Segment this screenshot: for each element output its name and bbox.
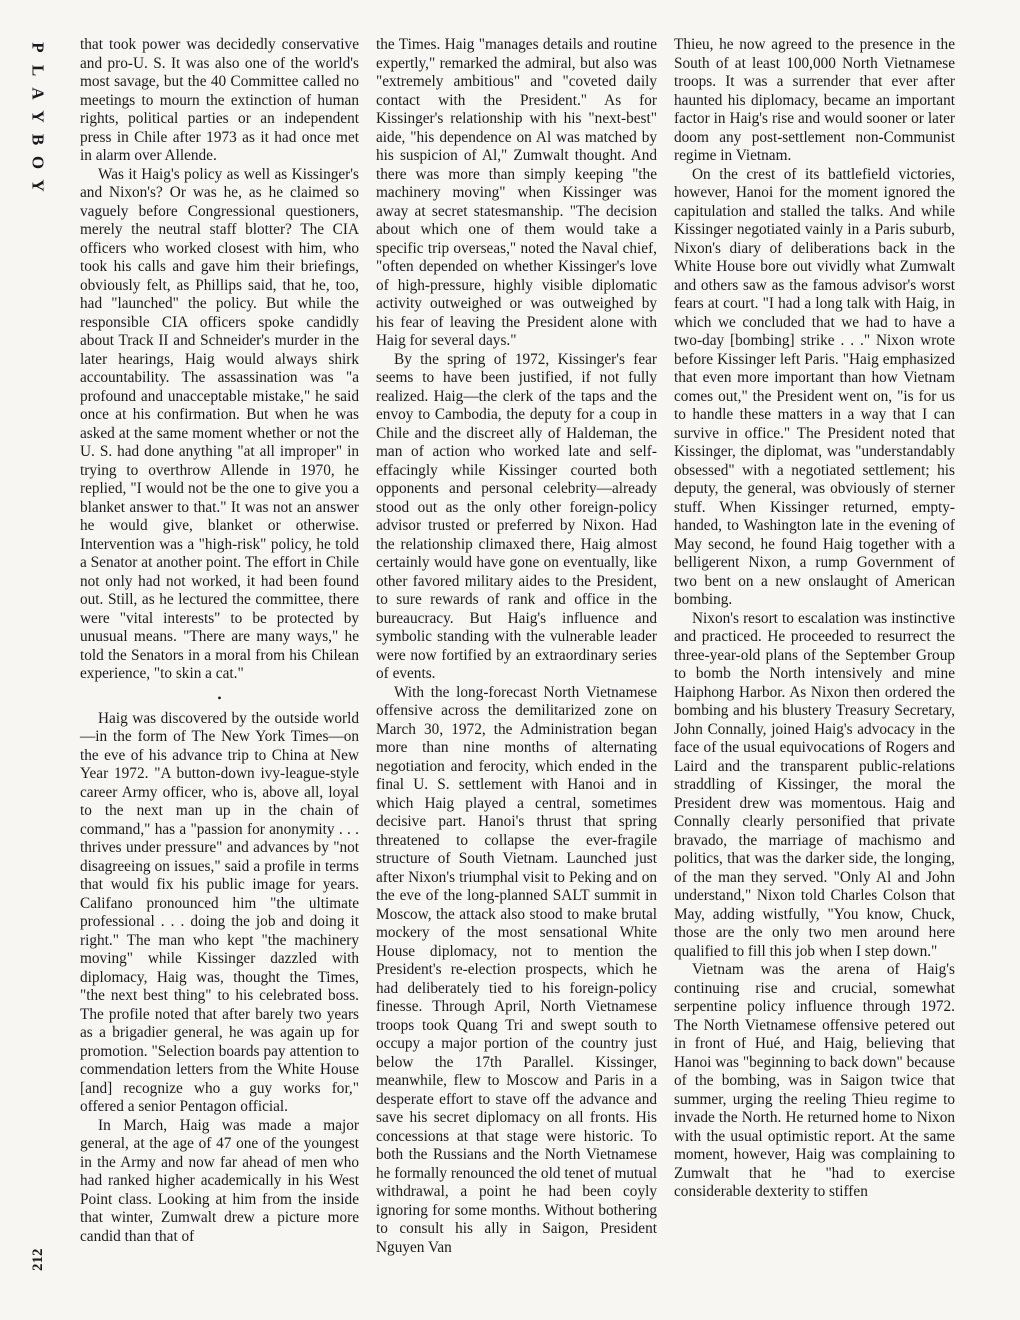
article-paragraph: In March, Haig was made a major general, at the age of 47 one of the youngest in the Army and now far ahead of men who had ranked higher academically in his West Point class. Looking at him from the inside that winter, Zumwalt drew a picture more candid than that of <box>80 1116 359 1245</box>
article-paragraph: that took power was decidedly conservative and pro-U. S. It was also one of the world's most savage, but the 40 Committee called no meetings to mourn the extinction of human rights, political parties or an independent press in Chile after 1973 as it had once met in alarm over Allende. <box>80 36 359 164</box>
masthead-playboy <box>28 36 48 197</box>
section-separator: • <box>217 690 222 705</box>
article-paragraph: Vietnam was the arena of Haig's continuing rise and crucial, somewhat serpentine policy influence through 1972. The North Vietnamese offensive petered out in front of Hué, and Haig, believing that Hanoi was "beginning to back down" because of the bombing, was in Saigon twice that summer, urging the reeling Thieu regime to invade the North. He returned home to Nixon with the usual optimistic report. At the same moment, however, Haig was complaining to Zumwalt that he "had to exercise considerable dexterity to stiffen <box>674 961 955 1200</box>
masthead-letter: P <box>28 42 48 53</box>
article-column-3 <box>674 36 955 1202</box>
masthead-letter: Y <box>28 110 48 123</box>
article-paragraph: With the long-forecast North Vietnamese offensive across the demilitarized zone on March 30, 1972, the Administration began more than nine months of alternating negotiation and ferocity, which ended in the final U. S. settlement with Hanoi and in which Haig played a central, sometimes decisive part. Hanoi's thrust that spring threatened to collapse the ever-fragile structure of South Vietnam. Launched just after Nixon's triumphal visit to Peking and on the eve of the long-planned SALT summit in Moscow, the attack also stood to make brutal mockery of the most sensational White House diplomacy, not to mention the President's re-election prospects, which he had deliberately tied to his foreign-policy finesse. Through April, North Vietnamese troops took Quang Tri and swept south to occupy a major portion of the country just below the 17th Parallel. Kissinger, meanwhile, flew to Moscow and Paris in a desperate effort to stave off the advance and save his secret diplomacy on all fronts. His concessions at that stage were historic. To both the Russians and the North Vietnamese he formally renounced the old tenet of mutual withdrawal, a point he had been coyly ignoring for some months. Without bothering to consult his ally in Saigon, President Nguyen Van <box>376 683 657 1256</box>
article-column-1 <box>80 36 359 1246</box>
article-paragraph: By the spring of 1972, Kissinger's fear seems to have been justified, if not fully realized. Haig—the clerk of the taps and the envoy to Cambodia, the deputy for a coup in Chile and the discreet ally of Haldeman, the man of action who worked late and self-effacingly while Kissinger courted both opponents and personal celebrity—already stood out as the only other foreign-policy advisor trusted or preferred by Nixon. Had the relationship climaxed there, Haig almost certainly would have gone on eventually, like other favored military aides to the President, to sure rewards of rank and office in the bureaucracy. But Haig's influence and symbolic standing with the vulnerable leader were now fortified by an extraordinary series of events. <box>376 350 657 682</box>
article-paragraph: the Times. Haig "manages details and routine expertly," remarked the admiral, but also was "extremely ambitious" and "coveted daily contact with the President." As for Kissinger's relationship with his "next-best" aide, "his dependence on Al was matched by his suspicion of Al," Zumwalt thought. And there was more than simply keeping "the machinery moving" when Kissinger was away at secret statesmanship. "The decision about which one of them would take a specific trip overseas," noted the Naval chief, "often depended on whether Kissinger's love of high-pressure, highly visible diplomatic activity outweighed or was outweighed by his fear of leaving the President alone with Haig for several days." <box>376 36 657 349</box>
article-paragraph: Haig was discovered by the outside world—in the form of The New York Times—on the eve of his advance trip to China at New Year 1972. "A button-down ivy-league-style career Army officer, who is, above all, loyal to the next man up in the chain of command," has a "passion for anonymity . . . thrives under pressure" and advances by "not disagreeing on issues," said a profile in terms that would fix his public image for years. Califano pronounced him "the ultimate professional . . . doing the job and doing it right." The man who kept "the machinery moving" while Kissinger dazzled with diplomacy, Haig was, thought the Times, "the next best thing" to his celebrated boss. The profile noted that after barely two years as a brigadier general, he was again up for promotion. "Selection boards pay attention to commendation letters from the White House [and] recognize who a guy works for," offered a senior Pentagon official. <box>80 709 359 1115</box>
article-paragraph: Thieu, he now agreed to the presence in the South of at least 100,000 North Vietnamese troops. It was a surrender that ever after haunted his diplomacy, became an important factor in Haig's rise and would sooner or later doom any post-settlement non-Communist regime in Vietnam. <box>674 36 955 164</box>
masthead-letter: B <box>28 133 48 146</box>
masthead-letter: O <box>28 155 48 170</box>
article-column-2 <box>376 36 657 1257</box>
masthead-letter: A <box>28 87 48 100</box>
masthead-letter: L <box>28 64 48 77</box>
article-paragraph: On the crest of its battlefield victories, however, Hanoi for the moment ignored the capitulation and stalled the talks. And while Kissinger negotiated vainly in a Paris suburb, Nixon's diary of deliberations back in the White House bore out vividly what Zumwalt and others saw as the famous advisor's worst fears at court. "I had a long talk with Haig, in which we concluded that we had to have a two-day [bombing] strike . . ." Nixon wrote before Kissinger left Paris. "Haig emphasized that even more important than how Vietnam comes out," the President went on, "is for us to handle these matters in a way that I can survive in office." The President noted that Kissinger, the diplomat, was "understandably obsessed" with a negotiated settlement; his deputy, the general, was obviously of sterner stuff. When Kissinger returned, empty-handed, to Washington late in the evening of May second, he found Haig together with a belligerent Nixon, a rump Government of two bent on a new onslaught of American bombing. <box>674 165 955 608</box>
masthead-letter: Y <box>28 179 48 192</box>
article-paragraph: Nixon's resort to escalation was instinctive and practiced. He proceeded to resurrect the three-year-old plans of the September Group to bomb the North intensively and mine Haiphong Harbor. As Nixon then ordered the bombing and his blustery Treasury Secretary, John Connally, joined Haig's advocacy in the face of the usual equivocations of Rogers and Laird and the transparent public-relations straddling of Kissinger, the moral the President drew was momentous. Haig and Connally clearly personified that private bravado, the marriage of machismo and politics, that was the darker side, the longing, of the man they served. "Only Al and John understand," Nixon told Charles Colson that May, adding wistfully, "You know, Chuck, those are the only two men around here qualified to fill this job when I step down." <box>674 609 955 960</box>
page-number: 212 <box>30 1248 46 1271</box>
article-paragraph: Was it Haig's policy as well as Kissinger's and Nixon's? Or was he, as he claimed so vaguely before Congressional questioners, merely the neutral staff blotter? The CIA officers who worked closest with him, who took his calls and gave him their briefings, obviously felt, as Phillips said, that he, too, had "launched" the policy. But while the responsible CIA officers spoke candidly about Track II and Schneider's murder in the later hearings, Haig would always shirk accountability. The assassination was "a profound and unacceptable mistake," he said once at his confirmation. But when he was asked at the same moment whether or not the U. S. had done anything "at all improper" in trying to overthrow Allende in 1970, he replied, "I would not be the one to give you a blanket answer to that." It was not an answer he would give, blanket or otherwise. Intervention was a "high-risk" policy, he told a Senator at another point. The effort in Chile not only had not worked, it had been found out. Still, as he lectured the committee, there were "vital interests" to be protected by unusual means. "There are many ways," he told the Senators in a moral from his Chilean experience, "to skin a cat." <box>80 165 359 682</box>
